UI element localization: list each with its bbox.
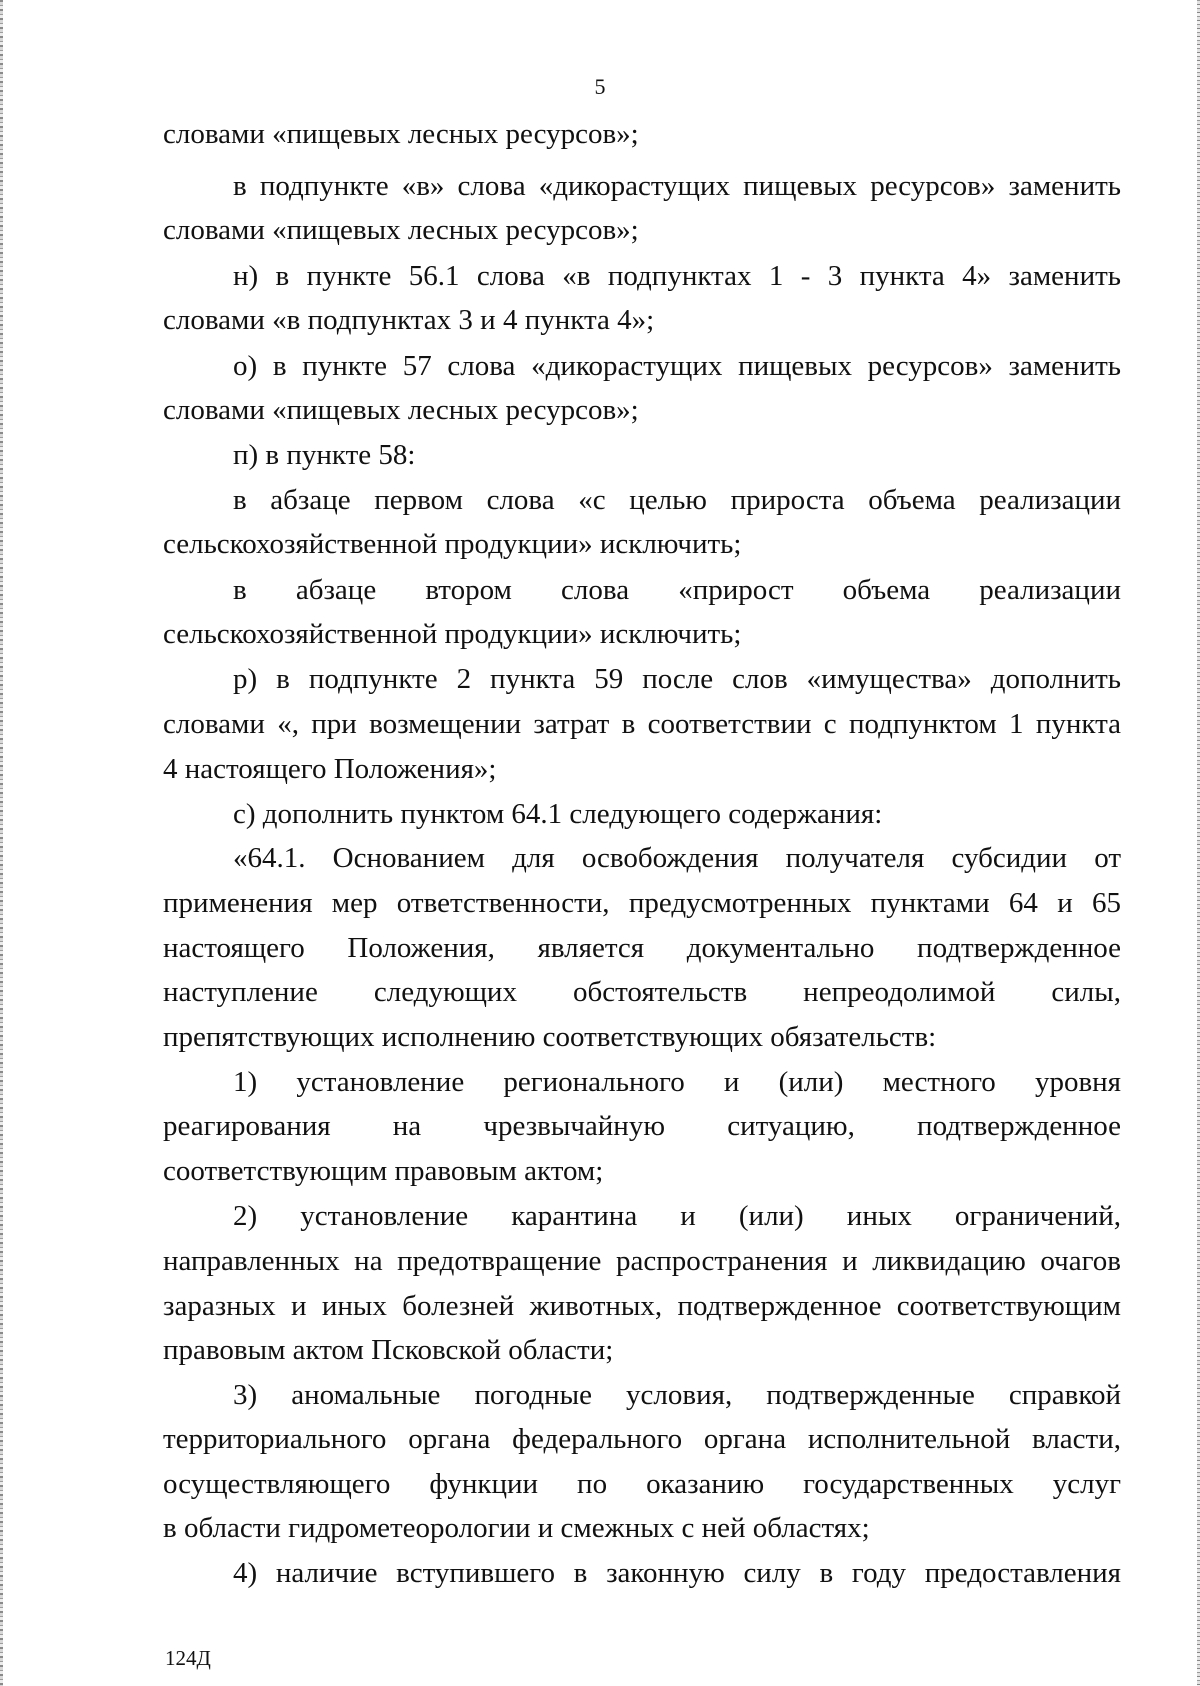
text-line: заразных и иных болезней животных, подтвержденное соответствующим — [163, 1290, 1121, 1322]
text-line: словами «пищевых лесных ресурсов»; — [163, 118, 639, 150]
text-line: словами «пищевых лесных ресурсов»; — [163, 394, 639, 426]
text-line: сельскохозяйственной продукции» исключить; — [163, 528, 742, 560]
text-line: 2) установление карантина и (или) иных ограничений, — [233, 1200, 1121, 1232]
text-line: 4) наличие вступившего в законную силу в году предоставления — [233, 1557, 1121, 1589]
text-line: п) в пункте 58: — [233, 439, 416, 471]
text-line: «64.1. Основанием для освобождения получателя субсидии от — [233, 842, 1121, 874]
text-line: реагирования на чрезвычайную ситуацию, подтвержденное — [163, 1110, 1121, 1142]
text-line: направленных на предотвращение распространения и ликвидацию очагов — [163, 1245, 1121, 1277]
text-line: осуществляющего функции по оказанию государственных услуг — [163, 1468, 1121, 1500]
text-line: словами «в подпунктах 3 и 4 пункта 4»; — [163, 304, 655, 336]
text-line: н) в пункте 56.1 слова «в подпунктах 1 - 3 пункта 4» заменить — [233, 260, 1121, 292]
text-line: 1) установление регионального и (или) местного уровня — [233, 1066, 1121, 1098]
text-line: сельскохозяйственной продукции» исключить; — [163, 618, 742, 650]
text-line: с) дополнить пунктом 64.1 следующего содержания: — [233, 798, 883, 830]
text-line: в абзаце первом слова «с целью прироста объема реализации — [233, 484, 1121, 516]
text-line: р) в подпункте 2 пункта 59 после слов «имущества» дополнить — [233, 663, 1121, 695]
text-line: словами «пищевых лесных ресурсов»; — [163, 214, 639, 246]
text-line: правовым актом Псковской области; — [163, 1334, 614, 1366]
document-code: 124Д — [165, 1646, 211, 1670]
text-line: в подпункте «в» слова «дикорастущих пищевых ресурсов» заменить — [233, 170, 1121, 202]
text-line: применения мер ответственности, предусмотренных пунктами 64 и 65 — [163, 887, 1121, 919]
text-line: 4 настоящего Положения»; — [163, 753, 497, 785]
text-line: словами «, при возмещении затрат в соответствии с подпунктом 1 пункта — [163, 708, 1121, 740]
text-line: о) в пункте 57 слова «дикорастущих пищевых ресурсов» заменить — [233, 350, 1121, 382]
text-line: соответствующим правовым актом; — [163, 1155, 604, 1187]
text-line: территориального органа федерального органа исполнительной власти, — [163, 1423, 1121, 1455]
text-line: в абзаце втором слова «прирост объема реализации — [233, 574, 1121, 606]
text-line: препятствующих исполнению соответствующих обязательств: — [163, 1021, 937, 1053]
text-line: настоящего Положения, является документально подтвержденное — [163, 932, 1121, 964]
page-number: 5 — [594, 74, 606, 99]
text-line: 3) аномальные погодные условия, подтвержденные справкой — [233, 1379, 1121, 1411]
text-line: наступление следующих обстоятельств непреодолимой силы, — [163, 976, 1121, 1008]
text-line: в области гидрометеорологии и смежных с ней областях; — [163, 1512, 870, 1544]
